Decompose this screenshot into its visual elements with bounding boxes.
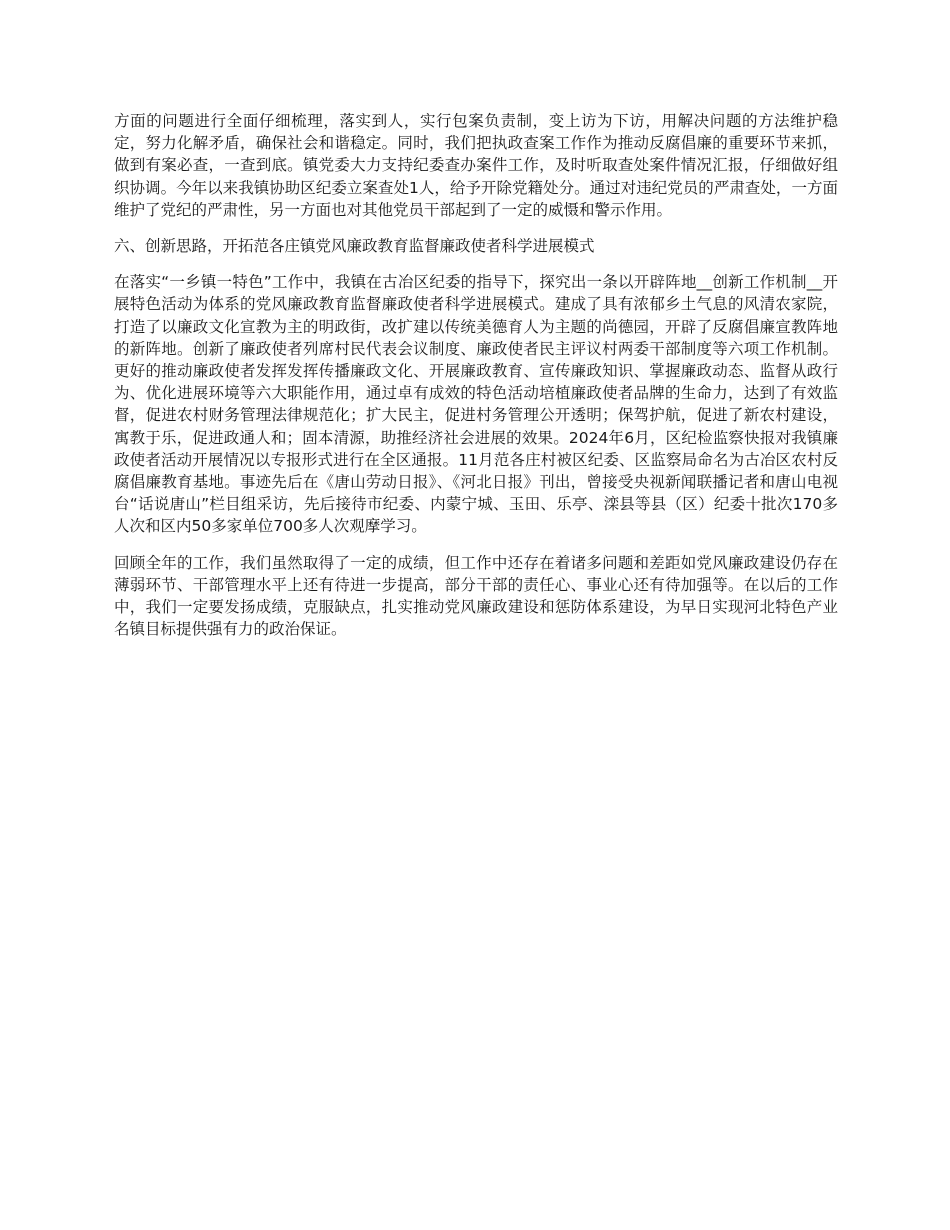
paragraph-integrity-envoy-model: 在落实“一乡镇一特色”工作中，我镇在古冶区纪委的指导下，探究出一条以开辟阵地__创新工作机制__开展特色活动为体系的党风廉政教育监督廉政使者科学进展模式。建成了具有浓郁乡土气息的风清农家院，打造了以廉政文化宣教为主的明政街，改扩建以传统美德育人为主题的尚德园，开辟了反腐倡廉宣教阵地的新阵地。创新了廉政使者列席村民代表会议制度、廉政使者民主评议村两委干部制度等六项工作机制。更好的推动廉政使者发挥发挥传播廉政文化、开展廉政教育、宣传廉政知识、掌握廉政动态、监督从政行为、优化进展环境等六大职能作用，通过卓有成效的特色活动培植廉政使者品牌的生命力，达到了有效监督，促进农村财务管理法律规范化；扩大民主，促进村务管理公开透明；保驾护航，促进了新农村建设，寓教于乐，促进政通人和；固本清源，助推经济社会进展的效果。2024年6月，区纪检监察快报对我镇廉政使者活动开展情况以专报形式进行在全区通报。11月范各庄村被区纪委、区监察局命名为古冶区农村反腐倡廉教育基地。事迹先后在《唐山劳动日报》、《河北日报》刊出，曾接受央视新闻联播记者和唐山电视台“话说唐山”栏目组采访，先后接待市纪委、内蒙宁城、玉田、乐亭、滦县等县（区）纪委十批次170多人次和区内50多家单位700多人次观摩学习。 (114, 273, 838, 536)
paragraph-case-handling: 方面的问题进行全面仔细梳理，落实到人，实行包案负责制，变上访为下访，用解决问题的方法维护稳定，努力化解矛盾，确保社会和谐稳定。同时，我们把执政查案工作作为推动反腐倡廉的重要环节来抓，做到有案必查，一查到底。镇党委大力支持纪委查办案件工作，及时听取查处案件情况汇报，仔细做好组织协调。今年以来我镇协助区纪委立案查处1人，给予开除党籍处分。通过对违纪党员的严肃查处，一方面维护了党纪的严肃性，另一方面也对其他党员干部起到了一定的威慑和警示作用。 (114, 112, 838, 219)
paragraph-annual-review: 回顾全年的工作，我们虽然取得了一定的成绩，但工作中还存在着诸多问题和差距如党风廉政建设仍存在薄弱环节、干部管理水平上还有待进一步提高，部分干部的责任心、事业心还有待加强等。在以后的工作中，我们一定要发扬成绩，克服缺点，扎实推动党风廉政建设和惩防体系建设，为早日实现河北特色产业名镇目标提供强有力的政治保证。 (114, 553, 838, 639)
section-heading-six: 六、创新思路，开拓范各庄镇党风廉政教育监督廉政使者科学进展模式 (114, 237, 595, 256)
document-page (114, 110, 838, 654)
